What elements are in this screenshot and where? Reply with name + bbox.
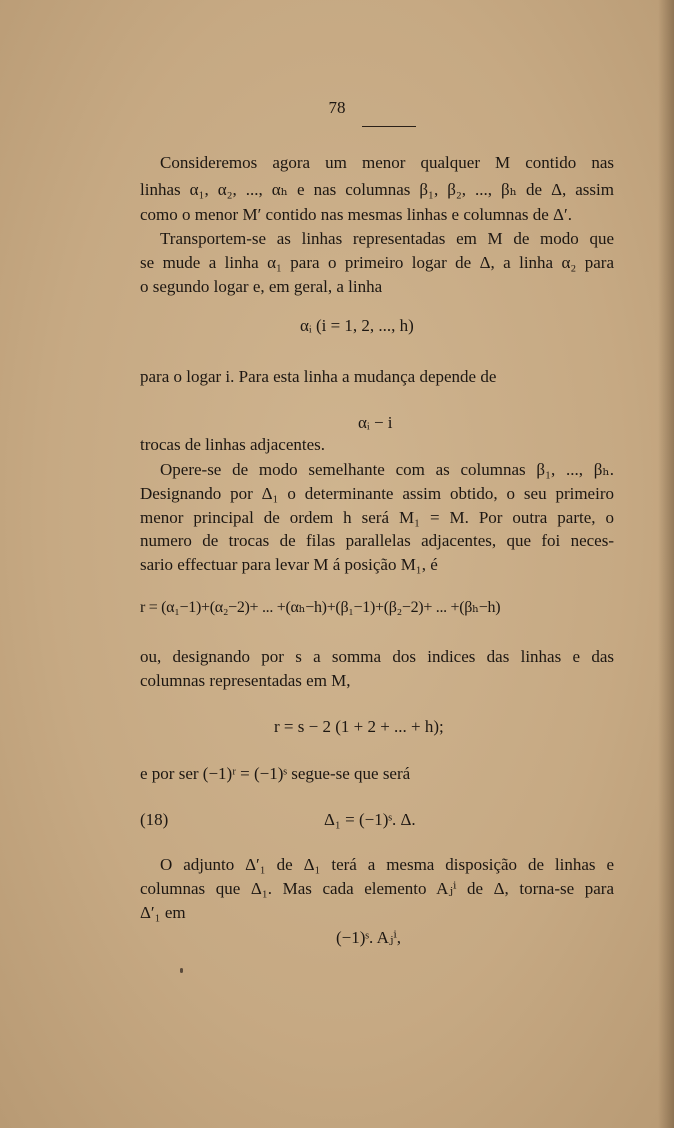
- text-line: o segundo logar e, em geral, a linha: [140, 277, 383, 296]
- text-line: linhas α₁, α₂, ..., αₕ e nas columnas β₁, β₂, ..., βₕ de Δ, assim: [140, 180, 614, 199]
- text-line: columnas que Δ₁. Mas cada elemento Aⱼⁱ de Δ, torna-se para: [140, 879, 614, 898]
- text-line: Opere-se de modo semelhante com as columnas β₁, ..., βₕ.: [160, 460, 614, 479]
- page-number: 78: [328, 98, 346, 117]
- equation-number: (18): [140, 810, 169, 829]
- equation-last: (−1)ˢ. Aⱼⁱ,: [336, 928, 402, 947]
- text-line: columnas representadas em M,: [140, 671, 351, 690]
- text-line: menor principal de ordem h será M₁ = M. Por outra parte, o: [140, 508, 614, 527]
- page-edge-shadow: [658, 0, 674, 1128]
- text-line: ou, designando por s a somma dos indices das linhas e das: [140, 647, 614, 666]
- text-line: Δ′₁ em: [140, 903, 186, 922]
- text-line: O adjunto Δ′₁ de Δ₁ terá a mesma disposição de linhas e: [160, 855, 614, 874]
- text-line: sario effectuar para levar M á posição M₁, é: [140, 555, 438, 574]
- text-line: Transportem-se as linhas representadas em M de modo que: [160, 229, 614, 248]
- text-line: Designando por Δ₁ o determinante assim obtido, o seu primeiro: [140, 484, 614, 503]
- paper-speck: [180, 968, 183, 973]
- header-rule: [362, 126, 416, 127]
- text-line: trocas de linhas adjacentes.: [140, 435, 326, 454]
- text-line: se mude a linha α₁ para o primeiro logar de Δ, a linha α₂ para: [140, 253, 614, 272]
- text-line: Consideremos agora um menor qualquer M contido nas: [160, 153, 614, 172]
- equation-r-s: r = s − 2 (1 + 2 + ... + h);: [274, 717, 444, 736]
- text-line: para o logar i. Para esta linha a mudança depende de: [140, 367, 497, 386]
- equation-18: Δ₁ = (−1)ˢ. Δ.: [324, 810, 416, 829]
- equation-alpha-i: αᵢ (i = 1, 2, ..., h): [300, 316, 414, 335]
- text-line: numero de trocas de filas parallelas adjacentes, que foi neces-: [140, 531, 614, 550]
- text-line: e por ser (−1)ʳ = (−1)ˢ segue-se que será: [140, 764, 411, 783]
- text-line: como o menor M′ contido nas mesmas linhas e columnas de Δ′.: [140, 205, 572, 224]
- equation-alpha-minus-i: αᵢ − i: [358, 413, 393, 432]
- equation-r: r = (α₁−1)+(α₂−2)+ ... +(αₕ−h)+(β₁−1)+(β₂−2)+ ... +(βₕ−h): [140, 599, 501, 616]
